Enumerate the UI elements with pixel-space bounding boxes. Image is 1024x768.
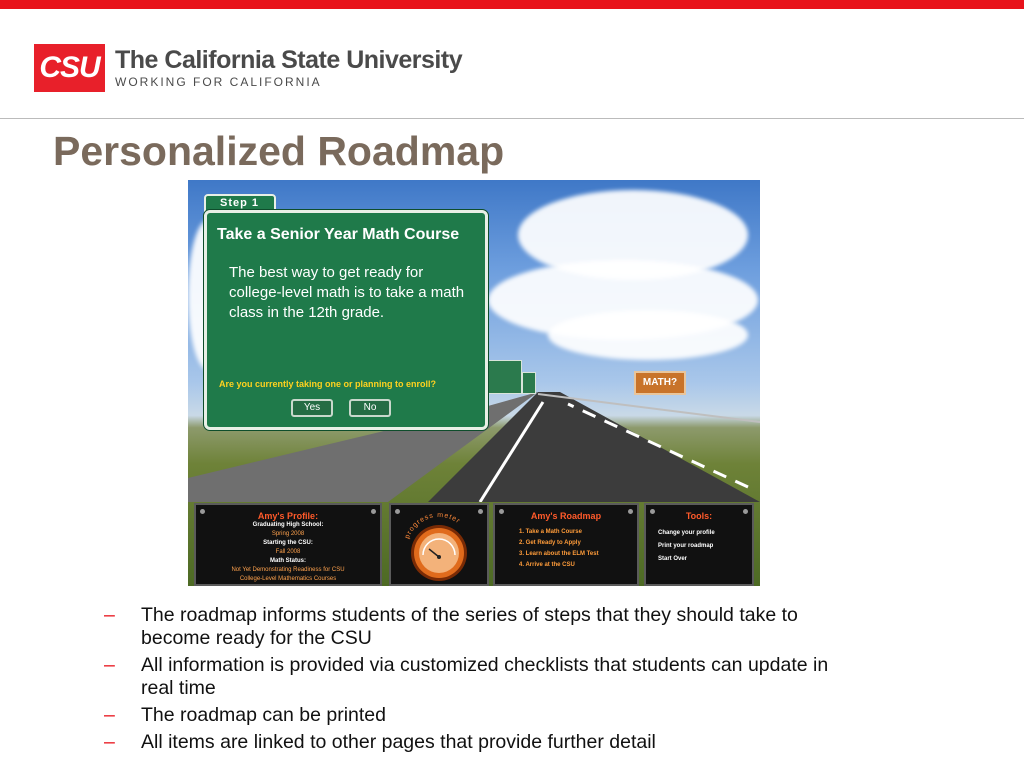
profile-panel [194, 503, 382, 586]
university-tagline: WORKING FOR CALIFORNIA [115, 75, 322, 89]
profile-line: Math Status: [270, 558, 306, 564]
profile-details [196, 521, 380, 584]
bullet-list [104, 604, 864, 758]
tools-heading: Tools: [685, 511, 713, 521]
roadmap-step-link[interactable]: 4. Arrive at the CSU [519, 562, 575, 568]
profile-line: College-Level Mathematics Courses [239, 576, 337, 582]
roadside-sign [522, 372, 536, 394]
profile-line: Graduating High School: [252, 522, 324, 528]
change-profile-link[interactable]: Change your profile [658, 530, 715, 536]
top-accent-bar [0, 0, 1024, 9]
slide-title: Personalized Roadmap [53, 128, 505, 174]
bullet-item: – The roadmap can be printed [104, 704, 386, 726]
progress-meter-panel [389, 503, 489, 586]
csu-logo-mark: CSU [34, 44, 105, 92]
enroll-question: Are you currently taking one or planning to enroll? [219, 379, 437, 389]
university-name: The California State University [115, 46, 463, 74]
bullet-item: – All information is provided via customized checklists that students can update in real time [104, 654, 829, 699]
profile-heading: Amy's Profile: [257, 511, 319, 521]
profile-line: Starting the CSU: [263, 540, 313, 546]
step-sign [204, 210, 488, 430]
roadmap-step-link[interactable]: 3. Learn about the ELM Test [519, 551, 599, 557]
print-roadmap-link[interactable]: Print your roadmap [658, 543, 714, 549]
profile-line: Not Yet Demonstrating Readiness for CSU [231, 567, 345, 573]
start-over-link[interactable]: Start Over [658, 556, 688, 562]
step-description: The best way to get ready for college-level math is to take a math class in the 12th grade. [229, 264, 465, 321]
roadmap-step-link[interactable]: 2. Get Ready to Apply [519, 540, 581, 546]
meter-label: progress meter [403, 511, 462, 540]
profile-line: Fall 2008 [275, 549, 301, 555]
step-title: Take a Senior Year Math Course [217, 226, 460, 243]
roadside-sign [488, 360, 522, 394]
roadmap-step-link[interactable]: 1. Take a Math Course [519, 529, 582, 535]
bullet-item: – All items are linked to other pages that provide further detail [104, 731, 656, 753]
roadmap-panel [493, 503, 639, 586]
cloud [548, 310, 748, 360]
header-divider [0, 118, 1024, 119]
progress-meter-gauge-icon [391, 505, 487, 585]
profile-line: Spring 2008 [271, 531, 305, 537]
csu-logo [34, 44, 462, 92]
yes-button[interactable]: Yes [291, 399, 333, 417]
roadmap-heading: Amy's Roadmap [530, 511, 602, 521]
math-billboard: MATH? [634, 371, 686, 395]
no-button[interactable]: No [349, 399, 391, 417]
step-tab: Step 1 [204, 194, 276, 212]
roadmap-screenshot [188, 180, 760, 586]
bullet-item: – The roadmap informs students of the series of steps that they should take to become ready for the CSU [104, 604, 798, 649]
tools-panel [644, 503, 754, 586]
